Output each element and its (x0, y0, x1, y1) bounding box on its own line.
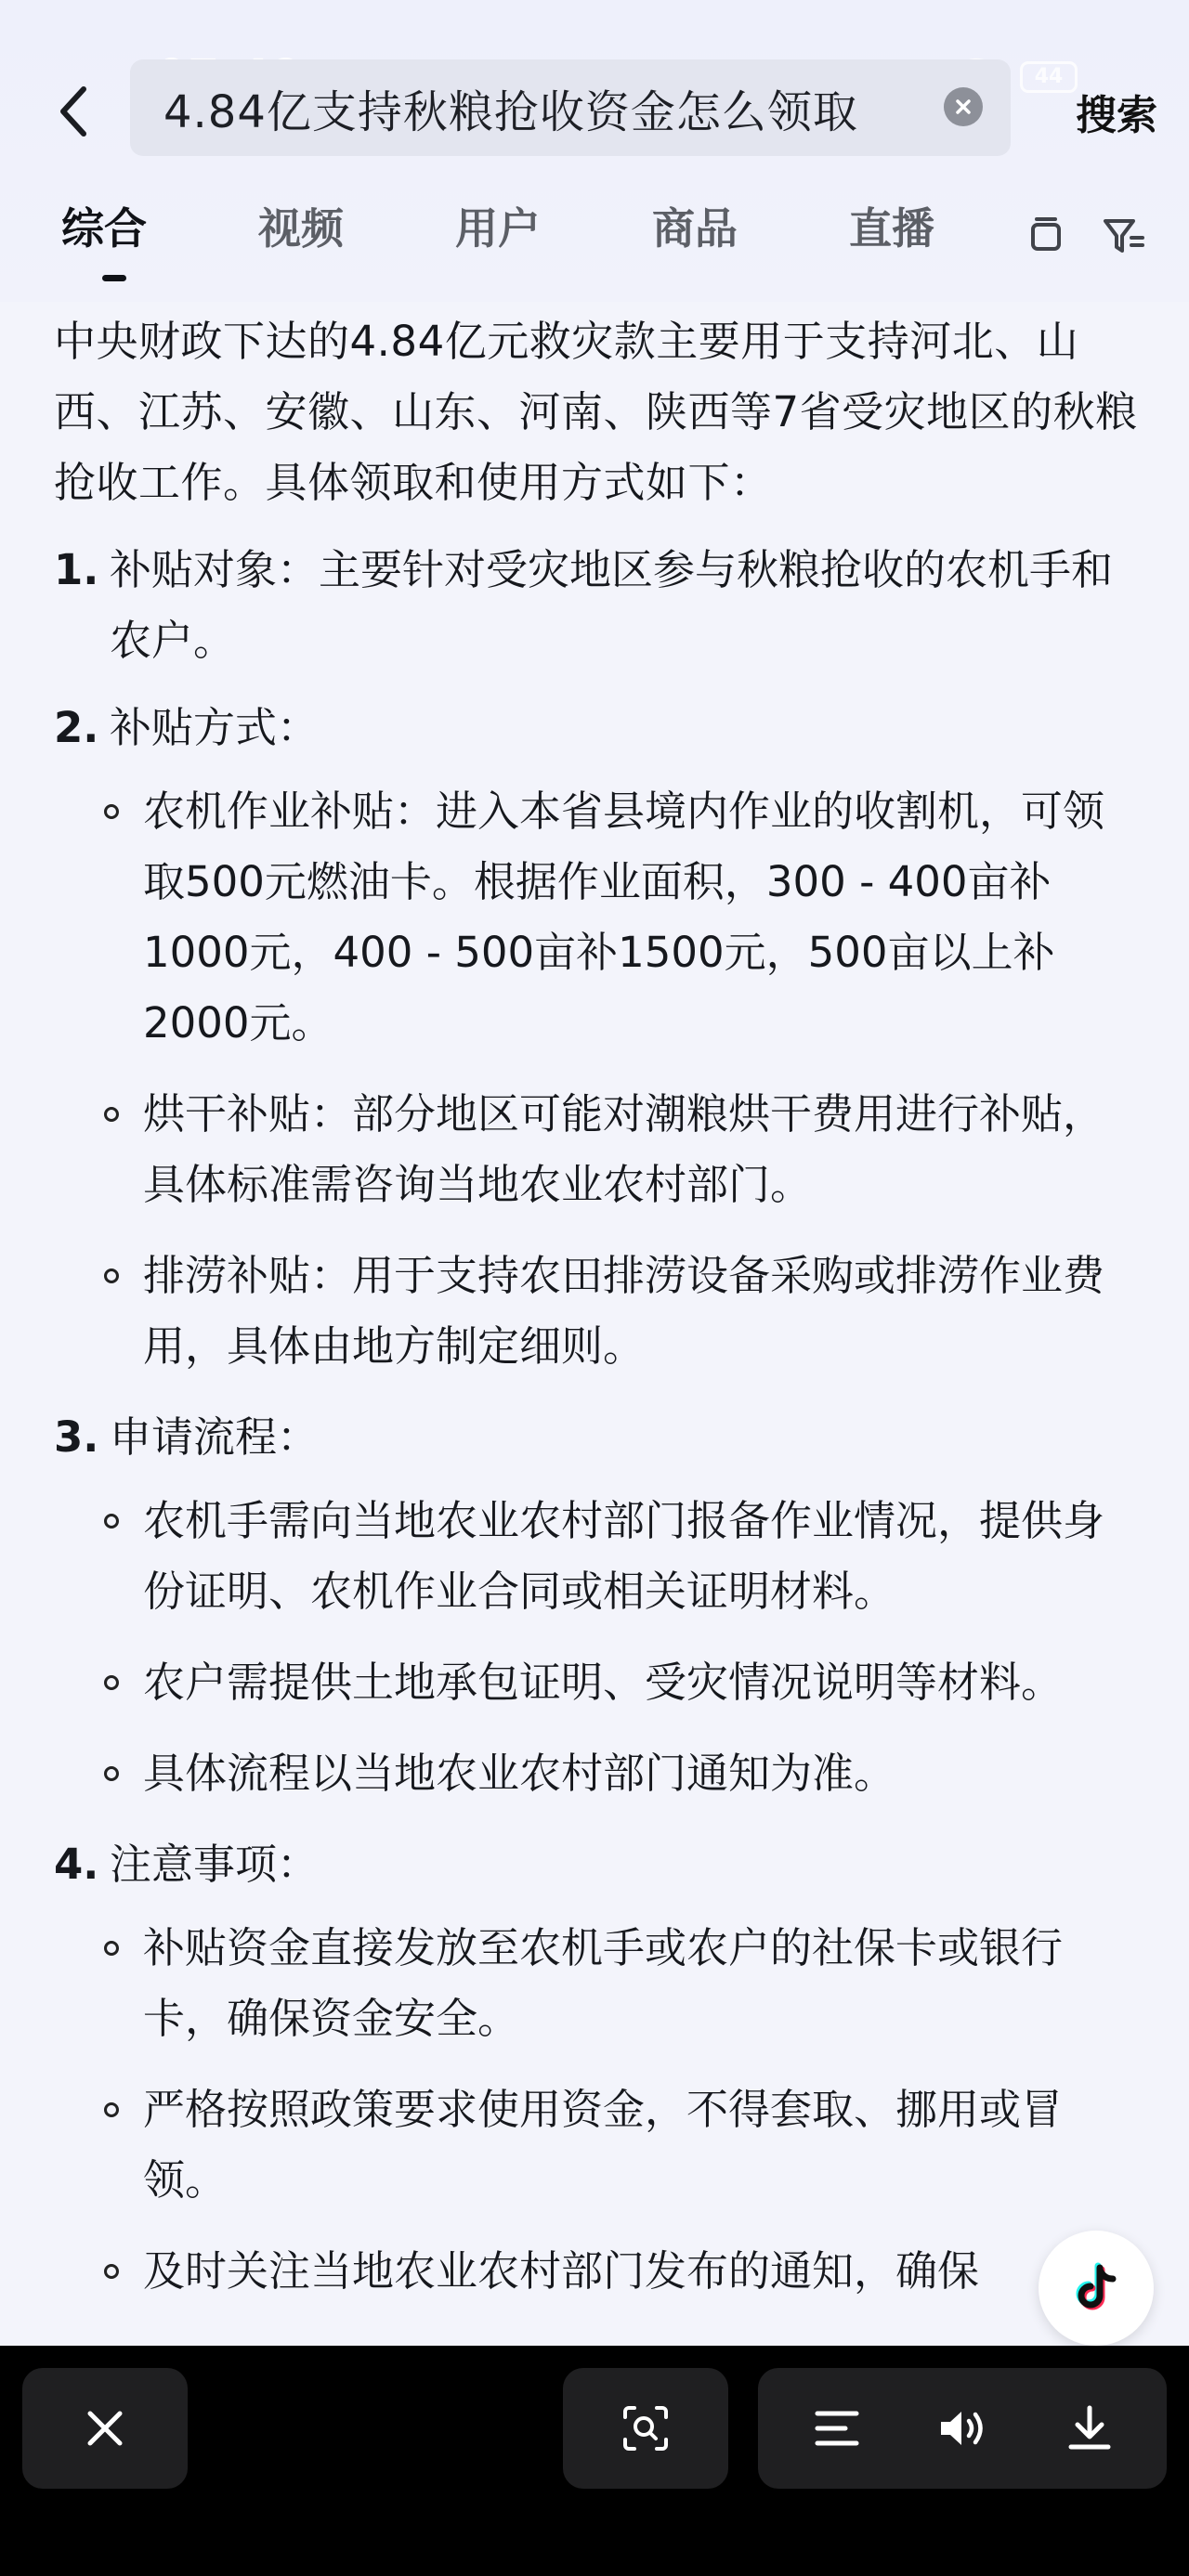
back-button[interactable] (48, 82, 97, 141)
top-header (0, 0, 1189, 302)
bullet-icon (104, 1766, 119, 1781)
tab-products[interactable]: 商品 (652, 203, 738, 254)
screenshot-search-button[interactable] (563, 2368, 728, 2489)
list-item: 农户需提供土地承包证明、受灾情况说明等材料。 (54, 1647, 1141, 1718)
list-item: 烘干补贴：部分地区可能对潮粮烘干费用进行补贴，具体标准需咨询当地农业农村部门。 (54, 1079, 1141, 1220)
section-title: 注意事项： (110, 1840, 320, 1889)
section-number: 3. (54, 1412, 99, 1462)
read-aloud-button[interactable] (931, 2396, 996, 2461)
section-title: 补贴对象：主要针对受灾地区参与秋粮抢收的农机手和农户。 (110, 545, 1114, 665)
layout-toggle-button[interactable] (1018, 208, 1074, 264)
layout-icon (1026, 215, 1065, 256)
filter-button[interactable] (1096, 208, 1152, 264)
tab-live[interactable]: 直播 (849, 203, 934, 254)
section-title: 补贴方式： (110, 703, 320, 752)
menu-icon (814, 2408, 860, 2449)
chevron-left-icon (56, 84, 89, 139)
tab-users[interactable]: 用户 (455, 203, 541, 254)
result-tabs (0, 195, 1189, 279)
bullet-icon (104, 1514, 119, 1529)
battery-icon: 44 (1020, 61, 1078, 93)
list-item: 具体流程以当地农业农村部门通知为准。 (54, 1738, 1141, 1809)
speaker-icon (937, 2406, 989, 2451)
list-item: 农机手需向当地农业农村部门报备作业情况，提供身份证明、农机作业合同或相关证明材料。 (54, 1486, 1141, 1627)
filter-icon (1102, 215, 1146, 256)
menu-button[interactable] (804, 2396, 869, 2461)
search-query-text: 4.84亿支持秋粮抢收资金怎么领取 (163, 85, 858, 138)
active-tab-indicator (102, 275, 126, 281)
section-number: 4. (54, 1840, 99, 1889)
tiktok-float-button[interactable] (1039, 2231, 1154, 2346)
intro-paragraph: 中央财政下达的4.84亿元救灾款主要用于支持河北、山西、江苏、安徽、山东、河南、陕西等7省受灾地区的秋粮抢收工作。具体领取和使用方式如下： (54, 317, 1138, 507)
bullet-icon (104, 1675, 119, 1690)
answer-content (54, 306, 1141, 2327)
section-notes (54, 1829, 1141, 1900)
bullet-icon (104, 1268, 119, 1283)
section-application-process (54, 1402, 1141, 1473)
list-item: 严格按照政策要求使用资金，不得套取、挪用或冒领。 (54, 2075, 1141, 2216)
section-subsidy-target (54, 535, 1141, 676)
close-icon (85, 2408, 125, 2449)
close-icon (953, 97, 973, 117)
tab-video[interactable]: 视频 (258, 203, 344, 254)
section-number: 1. (54, 545, 99, 594)
download-icon (1066, 2404, 1113, 2452)
list-item: 农机作业补贴：进入本省县境内作业的收割机，可领取500元燃油卡。根据作业面积，300 - 400亩补1000元，400 - 500亩补1500元，500亩以上补2000元。 (54, 776, 1141, 1059)
close-button[interactable] (22, 2368, 188, 2489)
section-title: 申请流程： (110, 1412, 320, 1462)
bottom-toolbar (0, 2346, 1189, 2576)
tiktok-logo-icon (1066, 2258, 1126, 2318)
section-subsidy-method (54, 693, 1141, 763)
scan-search-icon (621, 2404, 670, 2452)
section-number: 2. (54, 703, 99, 752)
search-input[interactable] (130, 59, 1011, 156)
bullet-icon (104, 1107, 119, 1122)
bullet-icon (104, 2264, 119, 2279)
application-process-list (54, 1486, 1141, 1809)
tab-comprehensive[interactable]: 综合 (61, 203, 147, 254)
bullet-icon (104, 2102, 119, 2117)
list-item: 补贴资金直接发放至农机手或农户的社保卡或银行卡，确保资金安全。 (54, 1913, 1141, 2054)
list-item: 排涝补贴：用于支持农田排涝设备采购或排涝作业费用，具体由地方制定细则。 (54, 1241, 1141, 1382)
toolbar-action-group (758, 2368, 1167, 2489)
notes-list (54, 1913, 1141, 2307)
list-item: 及时关注当地农业农村部门发布的通知，确保 (54, 2236, 1141, 2307)
search-submit-button[interactable]: 搜索 (1076, 92, 1157, 139)
clear-search-button[interactable] (944, 87, 983, 126)
subsidy-method-list (54, 776, 1141, 1382)
bullet-icon (104, 1941, 119, 1956)
download-button[interactable] (1057, 2396, 1122, 2461)
bullet-icon (104, 804, 119, 819)
